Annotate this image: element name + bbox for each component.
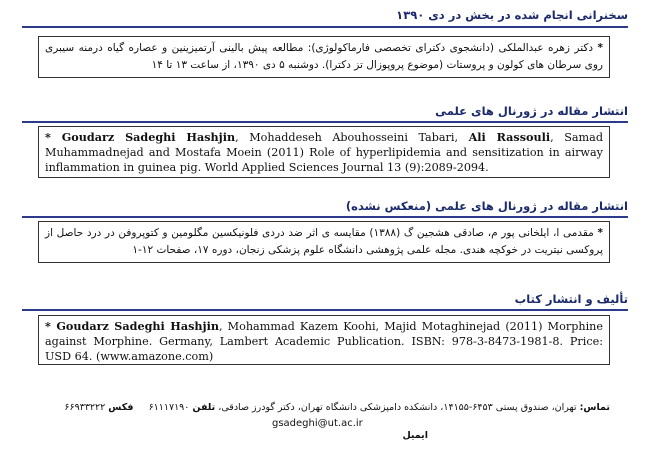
entry-text: , Mohammad Kazem Koohi, Majid Motaghinejad (2011) Morphine against Morphine. Germany, Lambert Academic Publication. ISBN: 978-3-8473-1981-8. Price: USD 64. (www.amazone.com) — [45, 320, 603, 363]
entry-text: , Samad Muhammadnejad and Mostafa Moein (2011) Role of hyperlipidemia and sensitization in airway inflammation in guinea pig. World Applied Sciences Journal 13 (9):2089-2094. — [45, 131, 603, 174]
lecture-entry — [38, 36, 610, 78]
author-bold: * Goudarz Sadeghi Hashjin — [45, 130, 236, 144]
unindexed-entry-text: مقدمی ا، ایلخانی پور م، صادقی هشجین گ (۱۳۸۸) مقایسه ی اثر ضد دردی فلونیکسین مگلومین و کتوپروفن در درد حاصل از پروکسی نیتریت در خوکچه هندی. مجله علمی پژوهشی دانشگاه علوم پزشکی زنجان، دوره ۱۷، صفحات ۱۲-۱ — [45, 227, 603, 256]
section-heading-journal-articles: انتشار مقاله در ژورنال های علمی — [435, 104, 628, 118]
journal-article-entry — [38, 126, 610, 178]
section-divider — [22, 121, 628, 123]
entry-text: , Mohaddeseh Abouhosseini Tabari, — [235, 131, 469, 144]
lecture-entry-text: دکتر زهره عبدالملکی (دانشجوی دکترای تخصصی فارماکولوژی): مطالعه پیش بالینی آرتمیزینین و عصاره گیاه درمنه سیبری روی سرطان های کولون و پروستات (موضوع پروپوزال تز دکترا). دوشنبه ۵ دی ۱۳۹۰، از ساعت ۱۳ تا ۱۴ — [45, 42, 603, 71]
section-divider — [22, 309, 628, 311]
section-divider — [22, 26, 628, 28]
contact-address: تهران، صندوق پستی ۶۴۵۳-۱۴۱۵۵، دانشکده دامپزشکی دانشگاه تهران، دکتر گودرز صادقی، — [218, 402, 577, 413]
author-bold: * Goudarz Sadeghi Hashjin — [45, 319, 219, 333]
unindexed-article-entry — [38, 221, 610, 263]
phone-value: ۶۱۱۱۷۱۹۰ — [148, 402, 190, 413]
contact-line — [64, 402, 610, 413]
phone-label: تلفن — [192, 402, 216, 413]
fax-value: ۶۶۹۳۳۲۲۲ — [64, 402, 106, 413]
section-divider — [22, 216, 628, 218]
email-address[interactable]: gsadeghi@ut.ac.ir — [272, 418, 363, 429]
contact-label: تماس: — [579, 402, 610, 413]
book-entry — [38, 315, 610, 365]
section-heading-books: تألیف و انتشار کتاب — [514, 292, 628, 306]
bullet-icon: * — [597, 42, 603, 54]
section-heading-lectures: سخنرانی انجام شده در بخش در دی ۱۳۹۰ — [396, 8, 628, 22]
email-label — [402, 430, 428, 441]
section-heading-unindexed-articles: انتشار مقاله در ژورنال های علمی (منعکس نشده) — [345, 199, 628, 213]
fax-label: فکس — [108, 402, 134, 413]
bullet-icon: * — [597, 227, 603, 239]
email-label-text: ایمیل — [402, 430, 428, 441]
author-bold: Ali Rassouli — [468, 130, 551, 144]
